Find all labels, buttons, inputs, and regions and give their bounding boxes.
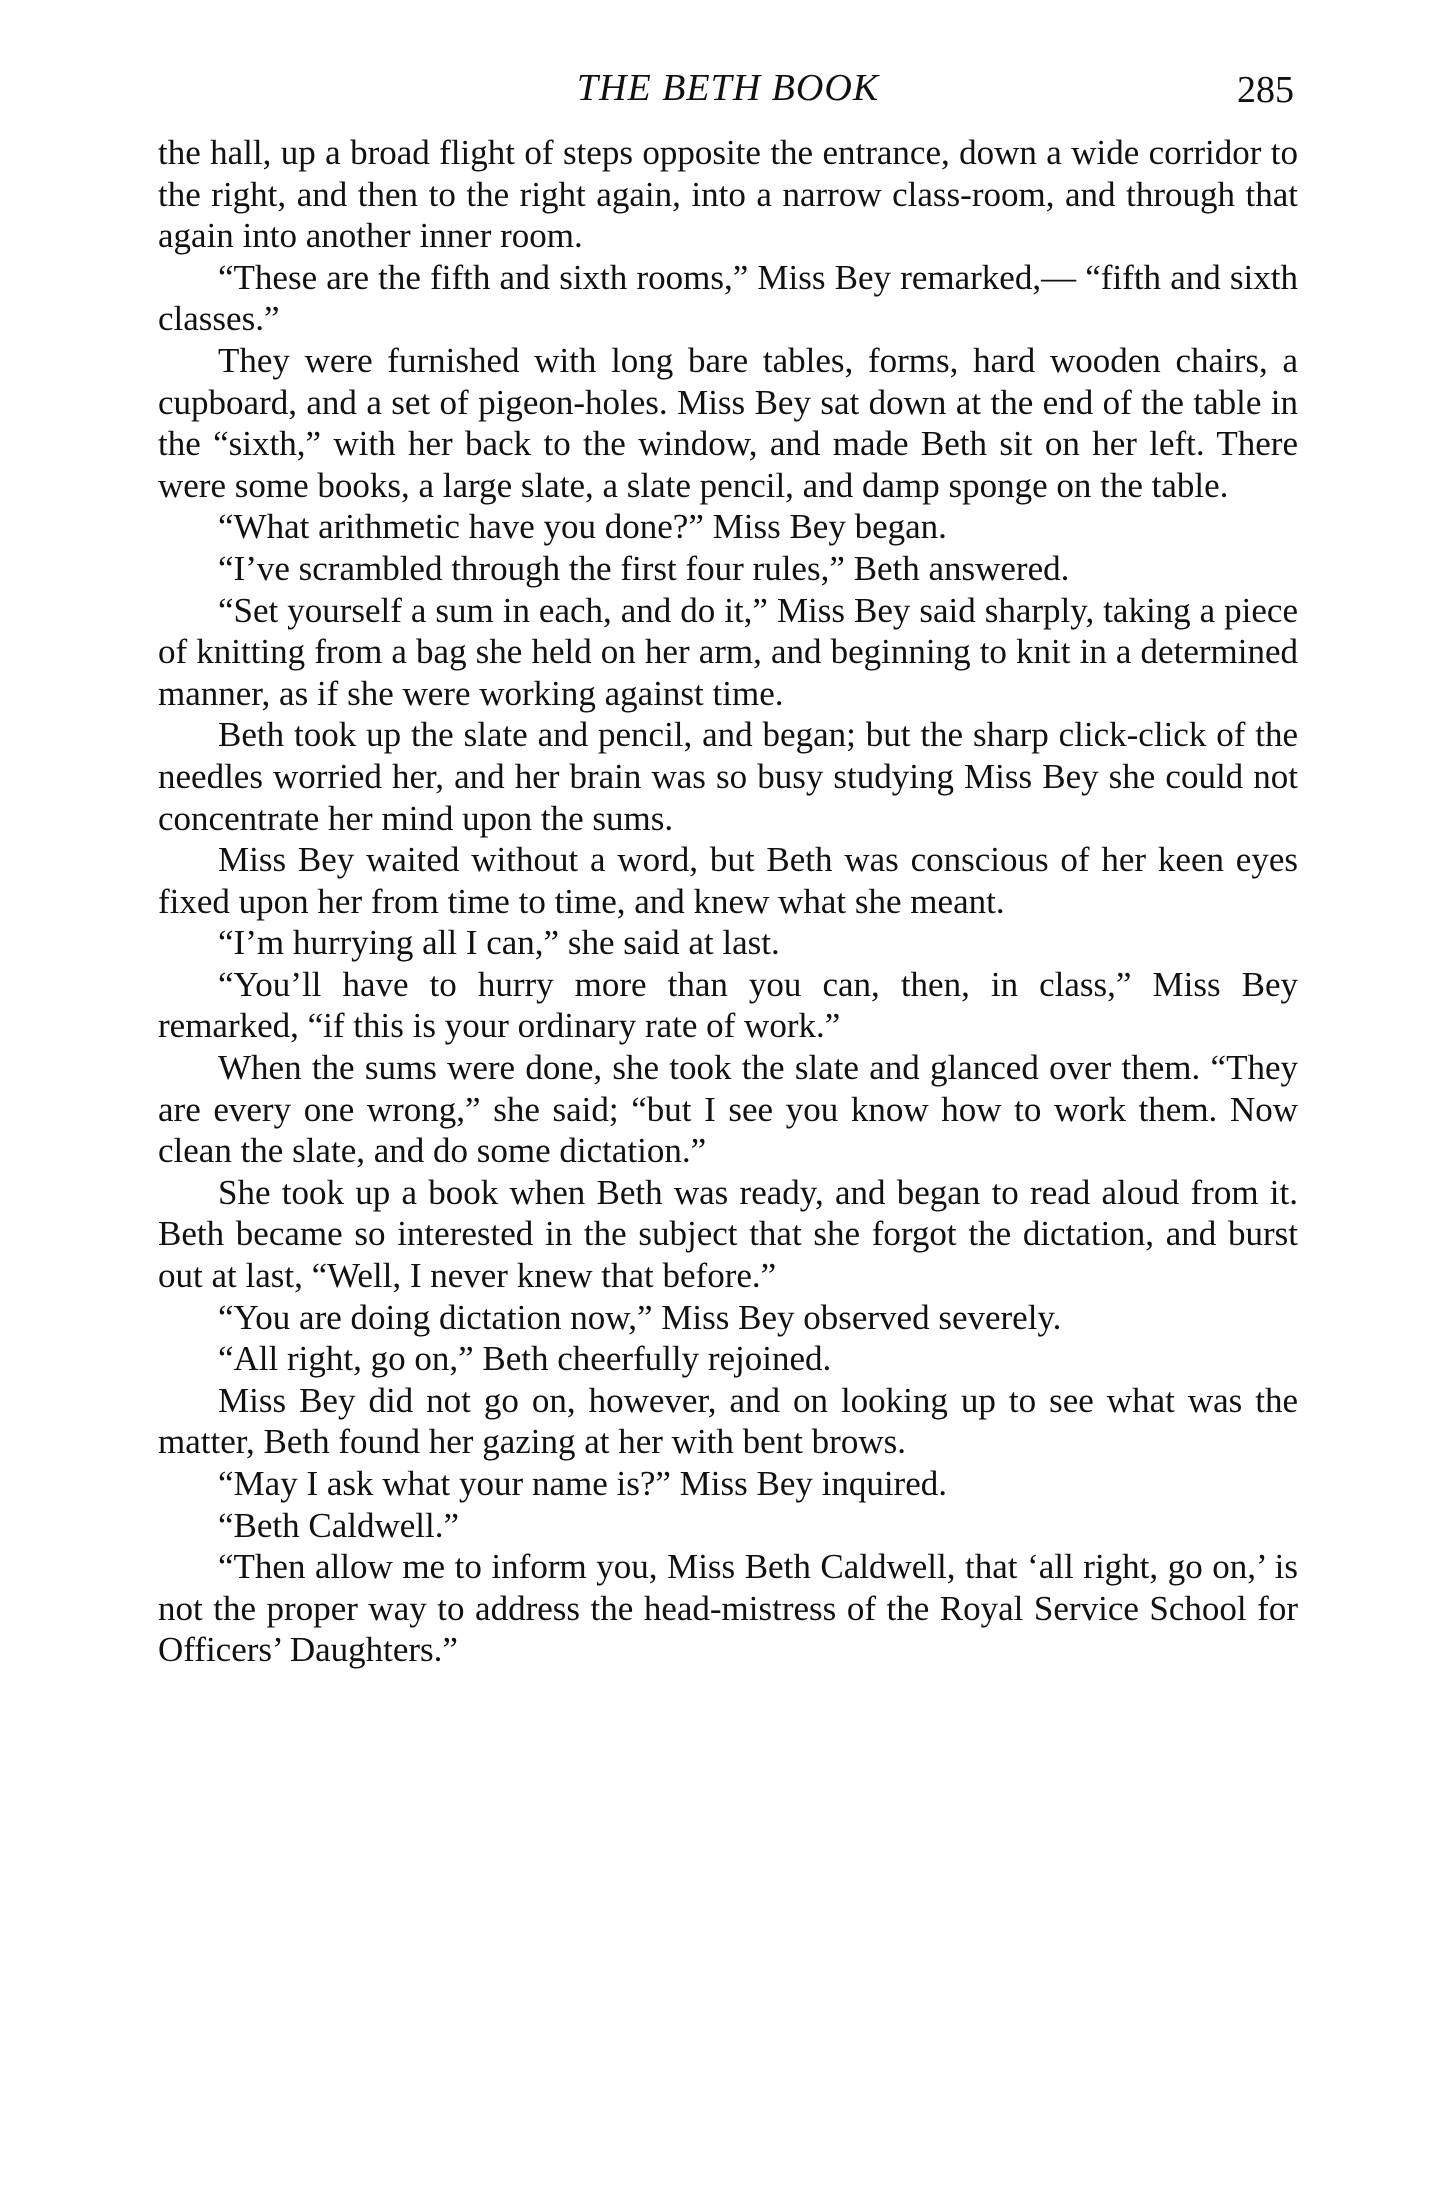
paragraph: Beth took up the slate and pencil, and began; but the sharp click-click of the needles worried her, and her brain was so busy studying Miss Bey she could not concentrate her mind upon the sums.	[158, 715, 1298, 838]
body-text	[158, 132, 1298, 1671]
paragraph: “You are doing dictation now,” Miss Bey observed severely.	[218, 1297, 1062, 1337]
paragraph: “May I ask what your name is?” Miss Bey inquired.	[218, 1464, 948, 1503]
running-head: THE BETH BOOK	[576, 67, 880, 109]
paragraph: “I’ve scrambled through the first four rules,” Beth answered.	[218, 548, 1070, 588]
paragraph: “Then allow me to inform you, Miss Beth Caldwell, that ‘all right, go on,’ is not the proper way to address the head-mistress of the Royal Service School for Officers’ Daughters.”	[158, 1547, 1298, 1670]
paragraph: “You’ll have to hurry more than you can, then, in class,” Miss Bey remarked, “if this is your ordinary rate of work.”	[158, 964, 1298, 1046]
paragraph: “These are the fifth and sixth rooms,” Miss Bey remarked,— “fifth and sixth classes.”	[158, 257, 1298, 339]
paragraph: “All right, go on,” Beth cheerfully rejoined.	[218, 1339, 832, 1379]
page-header	[158, 66, 1298, 126]
book-page	[158, 66, 1298, 1671]
paragraph: “I’m hurrying all I can,” she said at last.	[218, 923, 780, 963]
paragraph: “What arithmetic have you done?” Miss Bey began.	[218, 507, 947, 547]
page-number: 285	[1237, 69, 1294, 111]
paragraph: “Beth Caldwell.”	[218, 1505, 460, 1545]
paragraph: Miss Bey did not go on, however, and on looking up to see what was the matter, Beth found her gazing at her with bent brows.	[158, 1380, 1298, 1462]
paragraph: Miss Bey waited without a word, but Beth was conscious of her keen eyes fixed upon her from time to time, and knew what she meant.	[158, 840, 1298, 921]
paragraph: the hall, up a broad flight of steps opposite the entrance, down a wide corridor to the right, and then to the right again, into a narrow class-room, and through that again into another inner room.	[158, 133, 1298, 256]
paragraph: They were furnished with long bare tables, forms, hard wooden chairs, a cupboard, and a set of pigeon-holes. Miss Bey sat down at the end of the table in the “sixth,” with her back to the window, and made Beth sit on her left. There were some books, a large slate, a slate pencil, and damp sponge on the table.	[158, 340, 1298, 505]
paragraph: “Set yourself a sum in each, and do it,” Miss Bey said sharply, taking a piece of knitting from a bag she held on her arm, and beginning to knit in a determined manner, as if she were working against time.	[158, 590, 1298, 713]
paragraph: She took up a book when Beth was ready, and began to read aloud from it. Beth became so interested in the subject that she forgot the dictation, and burst out at last, “Well, I never knew that before.”	[158, 1172, 1298, 1296]
paragraph: When the sums were done, she took the slate and glanced over them. “They are every one wrong,” she said; “but I see you know how to work them. Now clean the slate, and do some dictation.”	[158, 1048, 1298, 1171]
